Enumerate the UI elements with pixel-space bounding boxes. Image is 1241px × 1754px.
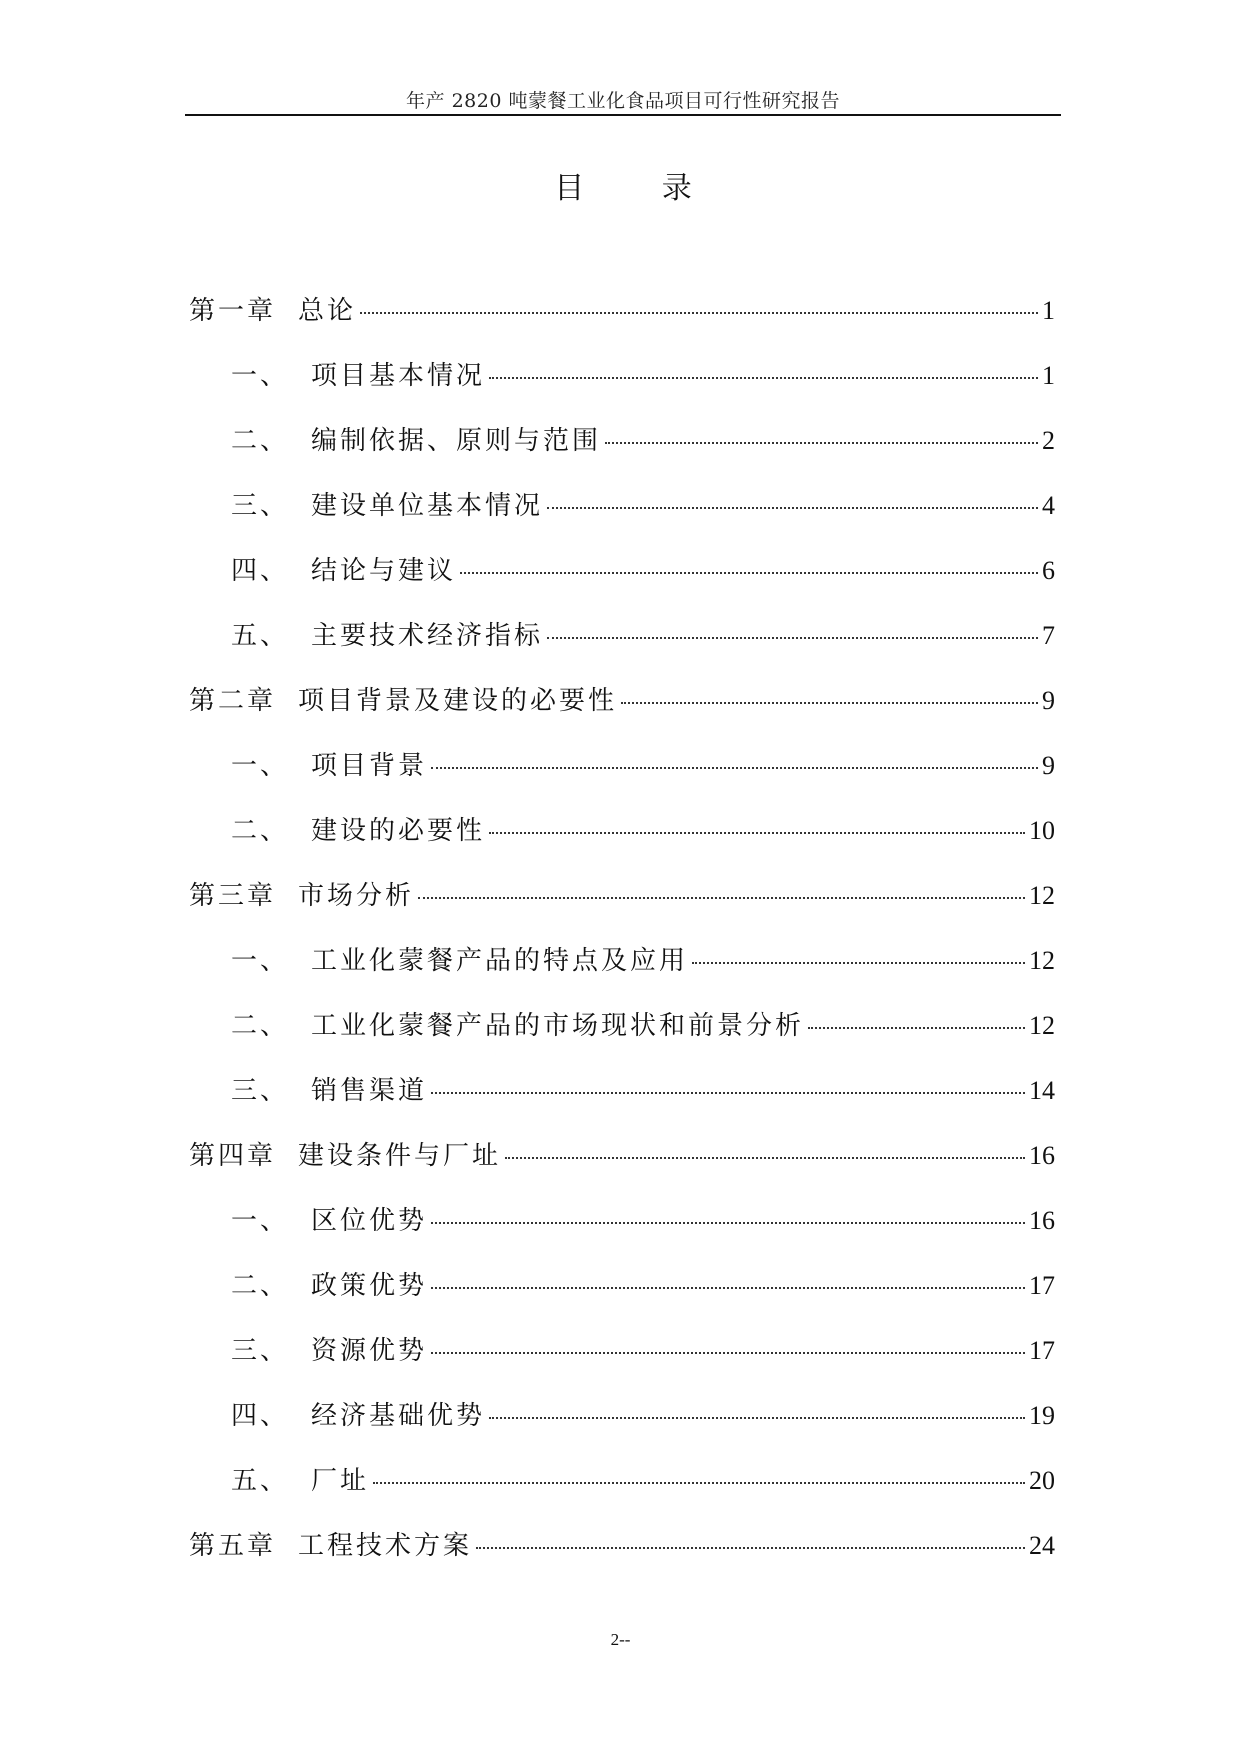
toc-entry-page: 12 xyxy=(1029,946,1055,975)
table-of-contents xyxy=(189,290,1055,1590)
toc-entry-label: 经济基础优势 xyxy=(311,1401,486,1431)
page-number: 2-- xyxy=(610,1630,631,1649)
toc-entry-number: 四、 xyxy=(231,1401,290,1431)
toc-entry-number: 三、 xyxy=(231,491,290,521)
toc-entry-page: 19 xyxy=(1029,1401,1055,1430)
toc-entry-label: 总论 xyxy=(298,296,357,326)
toc-entry-number: 四、 xyxy=(231,556,290,586)
toc-entry-page: 17 xyxy=(1029,1271,1055,1300)
toc-entry-page: 12 xyxy=(1029,881,1055,910)
toc-section-entry[interactable] xyxy=(189,1070,1055,1135)
toc-section-entry[interactable] xyxy=(189,420,1055,485)
toc-entry-page: 1 xyxy=(1042,361,1055,390)
toc-section-entry[interactable] xyxy=(189,1265,1055,1330)
toc-section-entry[interactable] xyxy=(189,1005,1055,1070)
toc-dot-leader xyxy=(431,1222,1025,1224)
toc-entry-number: 二、 xyxy=(231,1271,290,1301)
toc-title: 目 录 xyxy=(554,171,726,206)
toc-entry-label: 厂址 xyxy=(311,1466,370,1496)
toc-entry-label: 工业化蒙餐产品的特点及应用 xyxy=(311,946,689,976)
toc-dot-leader xyxy=(489,377,1038,379)
toc-section-entry[interactable] xyxy=(189,355,1055,420)
toc-entry-number: 五、 xyxy=(231,1466,290,1496)
toc-entry-page: 12 xyxy=(1029,1011,1055,1040)
toc-entry-page: 16 xyxy=(1029,1141,1055,1170)
toc-entry-label: 建设单位基本情况 xyxy=(311,491,544,521)
toc-entry-number: 一、 xyxy=(231,1206,290,1236)
toc-dot-leader xyxy=(505,1157,1025,1159)
toc-entry-label: 销售渠道 xyxy=(311,1076,428,1106)
toc-entry-page: 20 xyxy=(1029,1466,1055,1495)
toc-entry-label: 编制依据、原则与范围 xyxy=(311,426,602,456)
toc-entry-label: 结论与建议 xyxy=(311,556,457,586)
toc-dot-leader xyxy=(460,572,1038,574)
toc-dot-leader xyxy=(360,312,1038,314)
running-header: 年产 2820 吨蒙餐工业化食品项目可行性研究报告 xyxy=(406,90,840,112)
toc-dot-leader xyxy=(431,1352,1025,1354)
toc-entry-page: 16 xyxy=(1029,1206,1055,1235)
toc-entry-page: 17 xyxy=(1029,1336,1055,1365)
toc-dot-leader xyxy=(373,1482,1025,1484)
toc-dot-leader xyxy=(431,767,1038,769)
toc-dot-leader xyxy=(489,1417,1025,1419)
toc-entry-page: 10 xyxy=(1029,816,1055,845)
toc-entry-label: 市场分析 xyxy=(298,881,415,911)
toc-entry-label: 主要技术经济指标 xyxy=(311,621,544,651)
toc-entry-page: 2 xyxy=(1042,426,1055,455)
toc-entry-number: 二、 xyxy=(231,1011,290,1041)
toc-dot-leader xyxy=(605,442,1038,444)
toc-entry-page: 14 xyxy=(1029,1076,1055,1105)
toc-entry-label: 工程技术方案 xyxy=(298,1531,473,1561)
toc-section-entry[interactable] xyxy=(189,810,1055,875)
toc-dot-leader xyxy=(431,1092,1025,1094)
toc-section-entry[interactable] xyxy=(189,615,1055,680)
toc-entry-number: 一、 xyxy=(231,946,290,976)
toc-entry-number: 第一章 xyxy=(189,296,277,326)
toc-entry-page: 7 xyxy=(1042,621,1055,650)
header-rule xyxy=(185,114,1061,116)
toc-dot-leader xyxy=(808,1027,1025,1029)
toc-chapter-entry[interactable] xyxy=(189,875,1055,940)
toc-entry-label: 工业化蒙餐产品的市场现状和前景分析 xyxy=(311,1011,805,1041)
toc-section-entry[interactable] xyxy=(189,1395,1055,1460)
toc-section-entry[interactable] xyxy=(189,485,1055,550)
toc-entry-page: 1 xyxy=(1042,296,1055,325)
toc-section-entry[interactable] xyxy=(189,1200,1055,1265)
toc-entry-number: 三、 xyxy=(231,1336,290,1366)
toc-entry-label: 项目背景及建设的必要性 xyxy=(298,686,618,716)
toc-entry-number: 一、 xyxy=(231,751,290,781)
toc-entry-number: 第二章 xyxy=(189,686,277,716)
toc-entry-label: 建设的必要性 xyxy=(311,816,486,846)
toc-entry-page: 24 xyxy=(1029,1531,1055,1560)
toc-entry-number: 五、 xyxy=(231,621,290,651)
toc-dot-leader xyxy=(621,702,1038,704)
toc-entry-label: 项目基本情况 xyxy=(311,361,486,391)
toc-chapter-entry[interactable] xyxy=(189,1135,1055,1200)
toc-entry-label: 建设条件与厂址 xyxy=(298,1141,502,1171)
toc-entry-label: 项目背景 xyxy=(311,751,428,781)
toc-entry-number: 一、 xyxy=(231,361,290,391)
toc-entry-number: 第五章 xyxy=(189,1531,277,1561)
toc-dot-leader xyxy=(489,832,1025,834)
toc-entry-number: 第四章 xyxy=(189,1141,277,1171)
toc-entry-label: 区位优势 xyxy=(311,1206,428,1236)
toc-chapter-entry[interactable] xyxy=(189,1525,1055,1590)
toc-entry-number: 三、 xyxy=(231,1076,290,1106)
toc-entry-page: 6 xyxy=(1042,556,1055,585)
toc-dot-leader xyxy=(476,1547,1025,1549)
toc-dot-leader xyxy=(692,962,1025,964)
toc-entry-label: 资源优势 xyxy=(311,1336,428,1366)
toc-entry-page: 4 xyxy=(1042,491,1055,520)
toc-entry-page: 9 xyxy=(1042,751,1055,780)
toc-dot-leader xyxy=(547,637,1038,639)
toc-dot-leader xyxy=(547,507,1038,509)
toc-dot-leader xyxy=(418,897,1025,899)
toc-chapter-entry[interactable] xyxy=(189,290,1055,355)
toc-section-entry[interactable] xyxy=(189,1330,1055,1395)
toc-entry-label: 政策优势 xyxy=(311,1271,428,1301)
toc-section-entry[interactable] xyxy=(189,1460,1055,1525)
toc-entry-page: 9 xyxy=(1042,686,1055,715)
toc-entry-number: 第三章 xyxy=(189,881,277,911)
toc-dot-leader xyxy=(431,1287,1025,1289)
toc-entry-number: 二、 xyxy=(231,816,290,846)
toc-section-entry[interactable] xyxy=(189,940,1055,1005)
toc-entry-number: 二、 xyxy=(231,426,290,456)
toc-section-entry[interactable] xyxy=(189,745,1055,810)
toc-chapter-entry[interactable] xyxy=(189,680,1055,745)
toc-section-entry[interactable] xyxy=(189,550,1055,615)
